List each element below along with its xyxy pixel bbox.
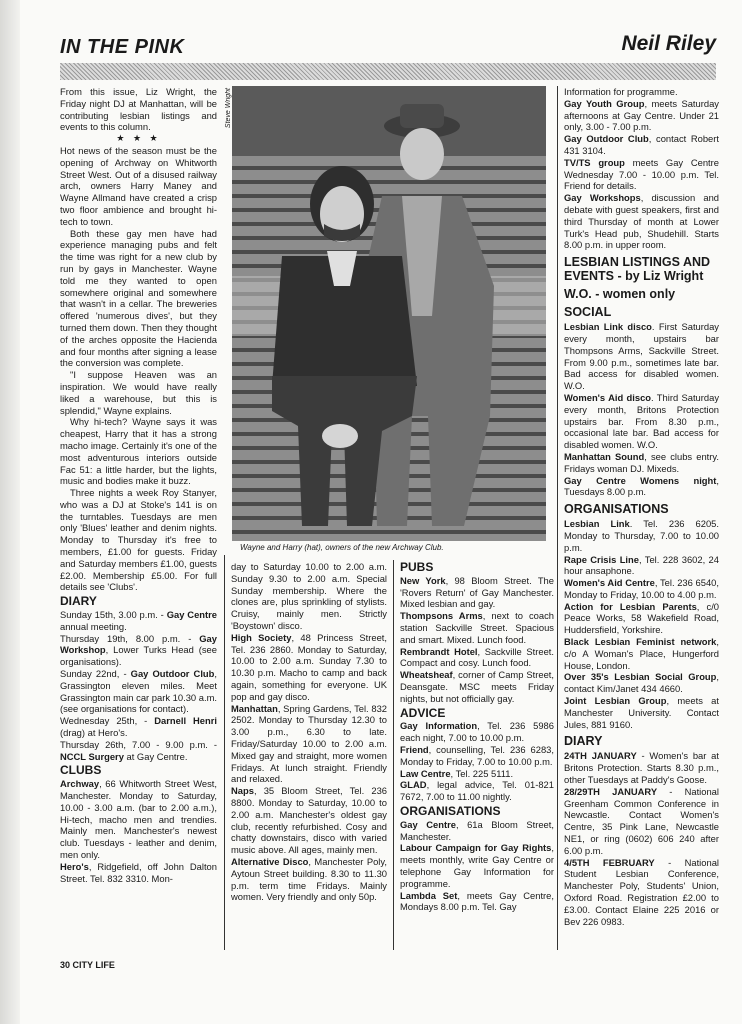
org-entry: Gay Centre, 61a Bloom Street, Manchester. (400, 818, 554, 842)
club-entry: Manhattan, Spring Gardens, Tel. 832 2502. Monday to Thursday 12.30 to 3.00 p.m., 6.30 to late. Friday/Saturday 10.00 to 2.00 a.m. Mixed gay and straight, more women Fridays. At lunch straight. Friendly and relaxed. (231, 702, 387, 785)
diary-entry: Thursday 26th, 7.00 - 9.00 p.m. - NCCL Surgery at Gay Centre. (60, 738, 217, 762)
org-entry: Gay Outdoor Club, contact Robert 431 3104. (564, 133, 719, 156)
diary-entry: Sunday 15th, 3.00 p.m. - Gay Centre annual meeting. (60, 609, 217, 632)
pub-entry: Thompsons Arms, next to coach station Sackville Street. Spacious and smart. Mixed. Lunch food. (400, 610, 554, 645)
diary-heading: DIARY (564, 734, 603, 749)
advice-entry: Law Centre, Tel. 225 5111. (400, 767, 514, 779)
header-band (60, 63, 716, 80)
article-paragraph: Why hi-tech? Wayne says it was cheapest, Harry that it has a strong macho image. Certainly it's one of the most adventurous interiors outside Fac 51: a little harder, but the lights, music and bodies make it buzz. (60, 416, 217, 487)
club-owners-photo (232, 86, 546, 541)
column-rule (224, 555, 225, 950)
diary-heading: DIARY (60, 594, 97, 609)
column-1 (60, 86, 217, 956)
club-entry: Alternative Disco, Manchester Poly, Aytoun Street building. 8.30 to 11.30 p.m. term time Fridays. Mainly women. Very friendly and only 50p. (231, 855, 387, 903)
org-entry: Lesbian Link. Tel. 236 6205. Monday to Thursday, 7.00 to 10.00 p.m. (564, 518, 719, 553)
column-rule (557, 86, 558, 950)
column-2 (231, 561, 387, 956)
photo-credit: Steve Wright (225, 88, 232, 129)
club-entry: Hero's, Ridgefield, off John Dalton Street. Tel. 832 3310. Mon- (60, 860, 217, 884)
social-heading: SOCIAL (564, 305, 612, 320)
org-entry: Labour Campaign for Gay Rights, meets monthly, write Gay Centre or telephone Gay Information for programme. (400, 842, 554, 889)
advice-entry: GLAD, legal advice, Tel. 01-821 7672, 7.00 to 11.00 nightly. (400, 779, 554, 803)
diary-entry: Thursday 19th, 8.00 p.m. - Gay Workshop, Lower Turks Head (see organisations). (60, 632, 217, 668)
separator-stars: ★ ★ ★ (116, 133, 161, 144)
org-entry: Joint Lesbian Group, meets at Manchester University. Contact Jules, 881 9160. (564, 695, 719, 730)
intro-paragraph: From this issue, Liz Wright, the Friday night DJ at Manhattan, will be contributing lesbian listings and events to this column. (60, 86, 217, 133)
club-entry: Naps, 35 Bloom Street, Tel. 236 8800. Monday to Saturday, 10.00 to 2.00 a.m. Manchester's oldest gay club, recently refurbished. Cosy and chatty downstairs, disco with varied music above. All ages, mainly men. (231, 785, 387, 856)
pub-entry: Rembrandt Hotel, Sackville Street. Compact and cosy. Lunch food. (400, 645, 554, 669)
advice-heading: ADVICE (400, 705, 446, 720)
section-title: IN THE PINK (60, 36, 185, 58)
advice-entry: Gay Information, Tel. 236 5986 each night, 7.00 to 10.00 p.m. (400, 720, 554, 744)
pubs-heading: PUBS (400, 560, 434, 574)
org-entry: Black Lesbian Feminist network, c/o A Woman's Place, Hungerford House, London. (564, 636, 719, 671)
org-entry: Gay Workshops, discussion and debate with guest speakers, first and third Thursday of month at Lower Turk's Head pub, Shudehill. Starts 8.00 p.m. in upper room. (564, 192, 719, 251)
organisations-heading: ORGANISATIONS (564, 502, 669, 517)
organisations-heading: ORGANISATIONS (400, 803, 501, 818)
org-entry: Over 35's Lesbian Social Group, contact Kim/Janet 434 4660. (564, 671, 719, 695)
social-entry: Gay Centre Womens night, Tuesdays 8.00 p.m. (564, 474, 719, 498)
women-only-heading: W.O. - women only (564, 287, 676, 302)
org-entry: Rape Crisis Line, Tel. 228 3602, 24 hour ansaphone. (564, 553, 719, 577)
pub-entry: Wheatsheaf, corner of Camp Street, Deansgate. MSC meets Friday nights, but not officially gay. (400, 669, 554, 704)
social-entry: Manhattan Sound, see clubs entry. Fridays woman DJ. Mixeds. (564, 450, 719, 474)
author-name: Neil Riley (621, 32, 716, 55)
diary-entry: 24TH JANUARY - Women's bar at Britons Protection. Starts 8.30 p.m., other Tuesdays at Paddy's Goose. (564, 750, 719, 786)
org-entry: Gay Youth Group, meets Saturday afternoons at Gay Centre. Under 21 only, 3.00 - 7.00 p.m. (564, 97, 719, 133)
org-entry: Information for programme. (564, 86, 678, 97)
article-paragraph: "I suppose Heaven was an inspiration. We would have really liked a warehouse, but this is splendid," Wayne explains. (60, 369, 217, 416)
pub-entry: New York, 98 Bloom Street. The 'Rovers Return' of Gay Manchester. Mixed lesbian and gay. (400, 574, 554, 610)
article-paragraph: Three nights a week Roy Stanyer, who was a DJ at Stoke's 141 is on the turntables. Tuesdays are men only 'Blues' leather and denim nights. Monday to Thursday it's free to members, £1.00 for guests. Friday and Saturday members £1.00, guests £2.00. Membership £5.00. For full details see 'Clubs'. (60, 487, 217, 593)
article-paragraph: Both these gay men have had experience managing pubs and felt the time was right for a new club by run by gays in Manchester. Wayne told me they wanted to open somewhere original and somewhere that wasn't in a cellar. The breweries offered 'numerous dives', but they turned them down. Then they thought of the arches opposite the Hacienda and four months after signing a lease the conversion was complete. (60, 227, 217, 369)
social-entry: Lesbian Link disco. First Saturday every month, upstairs bar Thompsons Arms, Sackville Street. From 9.00 p.m., sometimes late bar. Bad access for disabled women. W.O. (564, 321, 719, 392)
org-entry: Lambda Set, meets Gay Centre, Mondays 8.00 p.m. Tel. Gay (400, 889, 554, 913)
column-4 (564, 86, 719, 956)
photo-caption: Wayne and Harry (hat), owners of the new Archway Club. (240, 543, 444, 552)
org-entry: Action for Lesbian Parents, c/0 Peace Works, 58 Wakefield Road, Huddersfield, Yorkshire. (564, 600, 719, 636)
lesbian-listings-heading: LESBIAN LISTINGS AND EVENTS - by Liz Wright (564, 255, 711, 284)
club-entry: High Society, 48 Princess Street, Tel. 236 2860. Monday to Saturday, 10.00 to 2.00 a.m. Sunday 7.30 to 10.30 p.m. Macho to camp and back again, something for everyone. UK pop and gay disco. (231, 631, 387, 702)
page-footer: 30 CITY LIFE (60, 960, 115, 970)
diary-entry: Sunday 22nd, - Gay Outdoor Club, Grassington eleven miles. Meet Grassington main car park 10.30 a.m. (see organisations for contact). (60, 668, 217, 715)
social-entry: Women's Aid disco. Third Saturday every month, Britons Protection upstairs bar. From 8.30 p.m., occasional late bar. Bad access for disabled women. W.O. (564, 391, 719, 451)
clubs-heading: CLUBS (60, 763, 102, 778)
column-rule (393, 560, 394, 950)
advice-entry: Friend, counselling, Tel. 236 6283, Monday to Friday, 7.00 to 10.00 p.m. (400, 743, 554, 767)
column-3 (400, 559, 554, 956)
diary-entry: 4/5TH FEBRUARY - National Student Lesbian Conference, Manchester Poly, Students' Union, Oxford Road. Registration £2.00 to £3.00. Contact Elaine 225 2016 or Bev 226 0983. (564, 856, 719, 927)
article-paragraph: Hot news of the season must be the opening of Archway on Whitworth Street West. Out of a disused railway arch, owners Harry Maney and Wayne Allmand have created a crisp two floor ambience and brought hi-tech to town. (60, 144, 217, 227)
club-entry: day to Saturday 10.00 to 2.00 a.m. Sunday 9.30 to 2.00 a.m. Special Sunday membership. Where the clones are, plus sprinkling of stylists. Cruisy, mainly men. Strictly 'Boystown' disco. (231, 561, 387, 631)
diary-entry: Wednesday 25th, - Darnell Henri (drag) at Hero's. (60, 715, 217, 739)
org-entry: Women's Aid Centre, Tel. 236 6540, Monday to Friday, 10.00 to 4.00 p.m. (564, 577, 719, 600)
club-entry: Archway, 66 Whitworth Street West, Manchester. Monday to Saturday, 10.00 - 3.00 a.m. (bar to 2.00 a.m.), Hi-tech, macho men and trendies. Mainly men. Manchester's newest club. Tuesdays - leather and denim, men only. (60, 778, 217, 860)
diary-entry: 28/29TH JANUARY - National Greenham Common Conference in Newcastle. Contact Women's Centre, 35 Pink Lane, Newcastle NE1, or ring (0602) 606 240 after 6.00 p.m. (564, 785, 719, 856)
page-edge (0, 0, 20, 1024)
org-entry: TV/TS group meets Gay Centre Wednesday 7.00 - 10.00 p.m. Tel. Friend for details. (564, 156, 719, 192)
